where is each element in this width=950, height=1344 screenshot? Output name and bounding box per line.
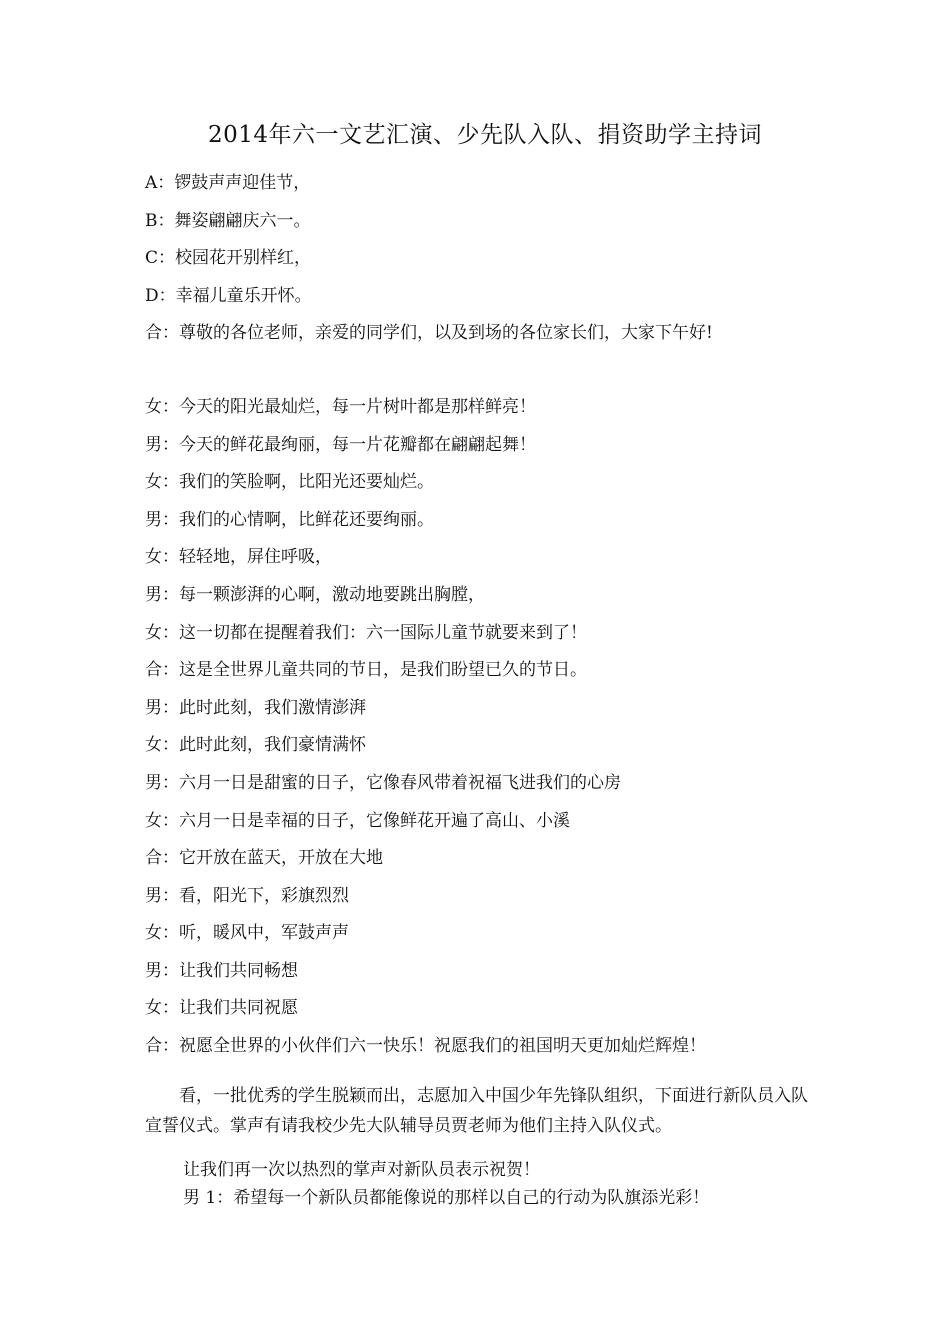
closing-line: 男 1：希望每一个新队员都能像说的那样以自己的行动为队旗添光彩！ bbox=[183, 1188, 710, 1208]
script-lines bbox=[145, 168, 825, 1069]
closing-line: 让我们再一次以热烈的掌声对新队员表示祝贺！ bbox=[183, 1160, 540, 1180]
dialogue-line: 男：每一颗澎湃的心啊，激动地要跳出胸膛， bbox=[145, 584, 485, 605]
opening-line: B：舞姿翩翩庆六一。 bbox=[145, 210, 311, 231]
dialogue-line: 男：看，阳光下，彩旗烈烈 bbox=[145, 885, 349, 906]
dialogue-line: 女：我们的笑脸啊，比阳光还要灿烂。 bbox=[145, 472, 434, 493]
opening-line: C：校园花开别样红， bbox=[145, 248, 312, 269]
dialogue-line: 男：让我们共同畅想 bbox=[145, 960, 298, 981]
dialogue-line: 男：今天的鲜花最绚丽，每一片花瓣都在翩翩起舞！ bbox=[145, 434, 536, 455]
dialogue-line: 女：这一切都在提醒着我们：六一国际儿童节就要来到了！ bbox=[145, 622, 587, 643]
dialogue-line: 女：今天的阳光最灿烂，每一片树叶都是那样鲜亮！ bbox=[145, 396, 536, 417]
dialogue-line: 男：我们的心情啊，比鲜花还要绚丽。 bbox=[145, 509, 434, 530]
opening-line: A：锣鼓声声迎佳节， bbox=[145, 173, 311, 193]
document-title: 2014年六一文艺汇演、少先队入队、捐资助学主持词 bbox=[208, 122, 763, 148]
ceremony-paragraph: 看，一批优秀的学生脱颖而出，志愿加入中国少年先锋队组织，下面进行新队员入队宣誓仪式。掌声有请我校少先大队辅导员贾老师为他们主持入队仪式。 bbox=[145, 1086, 808, 1136]
dialogue-line: 合：这是全世界儿童共同的节日，是我们盼望已久的节日。 bbox=[145, 660, 587, 681]
opening-line: 合：尊敬的各位老师，亲爱的同学们，以及到场的各位家长们，大家下午好! bbox=[145, 323, 713, 344]
dialogue-line: 女：此时此刻，我们豪情满怀 bbox=[145, 735, 366, 756]
dialogue-line: 女：听，暖风中，军鼓声声 bbox=[145, 923, 349, 944]
dialogue-line: 男：此时此刻，我们激情澎湃 bbox=[145, 697, 366, 718]
dialogue-line: 合：祝愿全世界的小伙伴们六一快乐！祝愿我们的祖国明天更加灿烂辉煌！ bbox=[145, 1036, 706, 1057]
blank-line bbox=[145, 356, 825, 392]
dialogue-line: 合：它开放在蓝天，开放在大地 bbox=[145, 848, 383, 869]
dialogue-line: 女：让我们共同祝愿 bbox=[145, 998, 298, 1019]
dialogue-line: 女：六月一日是幸福的日子，它像鲜花开遍了高山、小溪 bbox=[145, 810, 570, 831]
dialogue-line: 男：六月一日是甜蜜的日子，它像春风带着祝福飞进我们的心房 bbox=[145, 772, 621, 793]
opening-line: D：幸福儿童乐开怀。 bbox=[145, 285, 312, 306]
dialogue-line: 女：轻轻地，屏住呼吸， bbox=[145, 547, 332, 568]
